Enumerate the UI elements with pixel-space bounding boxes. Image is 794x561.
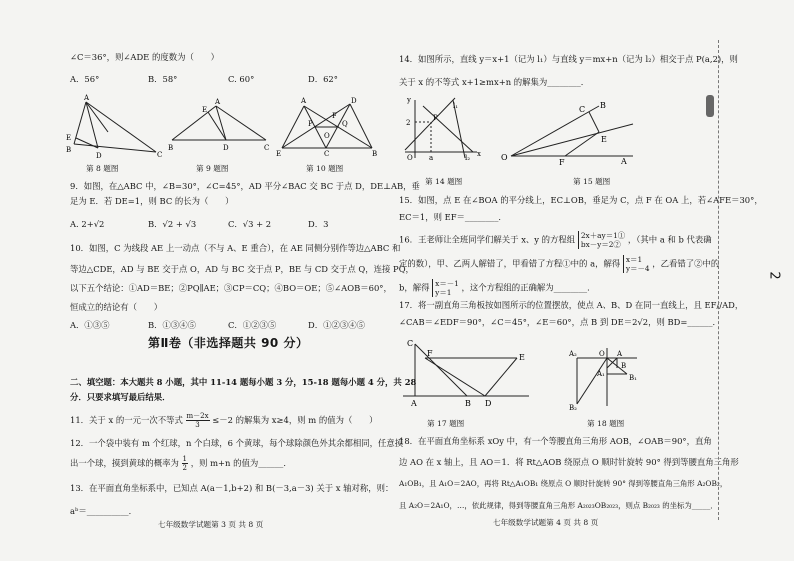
fill-heading-line1: 二、填空题：本大题共 8 小题，其中 11-14 题每小题 3 分，15-18 题每小题 4 分，共 28	[70, 377, 417, 387]
q13-line2: aᵇ＝__________．	[70, 506, 137, 516]
q10-line2: 等边△CDE，AD 与 BE 交于点 O，AD 与 BC 交于点 P，BE 与 CD 交于点 Q，连接 PQ，	[70, 264, 414, 274]
q11-denominator: 3	[195, 421, 200, 429]
fig8-caption: 第 8 题图	[86, 164, 119, 173]
fig10-label-a: A	[301, 97, 307, 105]
q16-line3	[399, 279, 596, 297]
q16-text-3b: ，这个方程组的正确解为________．	[461, 282, 596, 293]
q10-line1: 10．如图，C 为线段 AE 上一动点（不与 A、E 重合），在 AE 同侧分别作等边△ABC 和	[70, 243, 401, 253]
q16-text-3a: b，解得	[399, 282, 430, 293]
q9-line2: 足为 E．若 DE=1，则 BC 的长为（ ）	[70, 196, 234, 206]
q8-option-d: D．62°	[308, 74, 338, 84]
fig14-label-x: x	[477, 150, 481, 158]
right-page	[397, 0, 794, 561]
fig10-label-b: B	[372, 150, 378, 158]
fig14-label-l2: l₂	[465, 154, 471, 162]
page-edge-marker	[706, 95, 714, 117]
q11-fraction	[186, 412, 210, 429]
figure-9-diagram	[170, 100, 270, 152]
fig17-label-a: A	[411, 399, 417, 408]
q16-sol-x: x＝1	[625, 255, 643, 264]
fig15-caption: 第 15 题图	[573, 177, 611, 186]
fig18-caption: 第 18 题图	[587, 419, 625, 428]
fig10-label-o: O	[324, 132, 330, 140]
q16-sol-y: y＝－4	[625, 264, 650, 273]
q16-text-2b: ，乙看错了②中的	[652, 258, 720, 269]
q18-line2: 边 AO 在 x 轴上，且 AO＝1．将 Rt△AOB 绕原点 O 顺时针旋转 90° 得到等腰直角三角形	[399, 457, 739, 467]
q10-option-d: D．①②③④⑤	[308, 320, 365, 330]
fig14-label-l1: l₁	[453, 102, 459, 110]
fig9-label-c: C	[264, 144, 270, 152]
fig18-label-a2: A₂	[569, 350, 577, 358]
fig17-label-b: B	[465, 399, 471, 408]
fig10-label-c: C	[324, 150, 330, 158]
q17-line2: ∠CAB＝∠EDF＝90°，∠C＝45°，∠E＝60°，点 B 到 DE＝2√2，则 BD=______．	[399, 317, 721, 327]
fig10-label-q: Q	[342, 120, 348, 128]
fig18-label-b2: B₂	[569, 404, 577, 412]
q18-line4: 且 A₂O＝2A₁O，…，依此规律，得到等腰直角三角形 A₂₀₂₃OB₂₀₂₃，则点 B₂₀₂₃ 的坐标为_____．	[399, 501, 718, 510]
q18-line1: 18．在平面直角坐标系 xOy 中，有一个等腰直角三角形 AOB，∠OAB＝90°，直角	[399, 436, 712, 446]
q16-text-1a: 16．王老师让全班同学们解关于 x、y 的方程组	[399, 234, 576, 245]
figure-18-diagram	[567, 346, 647, 410]
q9-line1: 9．如图，在△ABC 中，∠B=30°，∠C=45°，AD 平分∠BAC 交 BC 于点 D，DE⊥AB，垂	[70, 181, 420, 191]
fig9-label-e: E	[202, 106, 208, 114]
q8-option-b: B．58°	[148, 74, 178, 84]
binding-cut-line	[718, 40, 719, 520]
fig10-label-p: P	[308, 120, 313, 128]
q10-option-b: B．①③④⑤	[148, 320, 197, 330]
figure-15-diagram	[501, 101, 641, 167]
q9-option-c: C．√3 + 2	[228, 219, 272, 229]
q9-option-a: A. 2+√2	[70, 219, 105, 229]
fig14-label-y: y	[407, 96, 411, 104]
q16-line1	[399, 231, 712, 249]
q16-solution-yi	[432, 279, 459, 297]
figure-14-diagram	[403, 94, 483, 164]
fig14-label-p: P	[433, 114, 438, 122]
q9-option-b: B．√2 + √3	[148, 219, 197, 229]
fig9-label-b: B	[168, 144, 174, 152]
fig8-label-b: B	[66, 146, 72, 154]
q18-line3: A₁OB₁，且 A₁O＝2AO，再将 Rt△A₁OB₁ 绕原点 O 顺时针旋转 90° 得到等腰直角三角形 A₂OB₂，	[399, 479, 728, 488]
fig18-label-b1: B₁	[629, 374, 637, 382]
q16-sol-x2: x＝－1	[435, 279, 459, 288]
fig17-label-d: D	[485, 399, 492, 408]
fig8-label-d: D	[96, 152, 102, 160]
q10-line3: 以下五个结论：①AD＝BE；②PQ∥AE；③CP＝CQ；④BO＝OE；⑤∠AOB＝60°，	[70, 283, 392, 293]
fig15-label-f: F	[559, 158, 565, 167]
fill-heading-line2: 分．只要求填写最后结果．	[70, 392, 171, 402]
q10-line4: 恒成立的结论有（ ）	[70, 302, 163, 312]
q8-option-a: A．56°	[70, 74, 100, 84]
figure-8-diagram	[64, 92, 164, 162]
q11-text-b: ≤－2 的解集为 x≥4，则 m 的值为（ ）	[212, 415, 378, 425]
section-title: 第Ⅱ卷（非选择题共 90 分）	[148, 336, 309, 350]
q11-numerator: m－2x	[186, 412, 209, 420]
fig18-label-o: O	[599, 350, 605, 358]
fig8-label-c: C	[157, 151, 163, 159]
q15-line2: EC＝1，则 EF＝________．	[399, 212, 507, 222]
fig14-label-o: O	[407, 154, 413, 162]
fig14-label-a: a	[429, 154, 434, 162]
q8-option-c: C. 60°	[228, 74, 255, 84]
q12-denominator: 2	[182, 464, 188, 472]
fig9-label-a: A	[215, 98, 221, 106]
fig18-label-a1: A₁	[597, 370, 605, 378]
q13-line1: 13．在平面直角坐标系中，已知点 A(a－1,b+2) 和 B(－3,a－3) 关于 x 轴对称，则：	[70, 483, 394, 493]
fig18-label-a: A	[617, 350, 623, 358]
fig10-label-f: F	[332, 112, 337, 120]
q11-line	[70, 412, 378, 429]
fig17-label-e: E	[519, 353, 525, 362]
q12-line2	[70, 455, 292, 472]
fig10-label-e: E	[276, 150, 282, 158]
fig18-label-b: B	[621, 362, 627, 370]
q8-continuation: ∠C＝36°，则∠ADE 的度数为（ ）	[70, 52, 219, 62]
fig17-caption: 第 17 题图	[427, 419, 465, 428]
q17-line1: 17．将一副直角三角板按如图所示的位置摆放，使点 A、B、D 在同一直线上，且 EF//AD，	[399, 300, 744, 310]
fig15-label-c: C	[579, 105, 586, 114]
fig15-label-e: E	[601, 135, 607, 144]
q10-option-c: C．①②③⑤	[228, 320, 277, 330]
q14-line2: 关于 x 的不等式 x+1≥mx+n 的解集为________．	[399, 77, 590, 87]
fig15-label-o: O	[501, 153, 508, 162]
fig8-label-e: E	[66, 134, 72, 142]
fig14-caption: 第 14 题图	[425, 177, 463, 186]
q15-line1: 15．如图，点 E 在∠BOA 的平分线上，EC⊥OB，垂足为 C，点 F 在 OA 上，若∠AFE＝30°，	[399, 195, 763, 205]
q12-fraction	[182, 455, 188, 472]
fig17-label-c: C	[407, 339, 414, 348]
q12-numerator: 1	[182, 455, 188, 463]
fig17-label-f: F	[427, 349, 433, 358]
right-footer: 七年级数学试题第 4 页 共 8 页	[493, 518, 599, 527]
q16-text-2a: 定的数），甲、乙两人解错了，甲看错了方程①中的 a，解得	[399, 258, 621, 269]
q16-text-1b: ，（其中 a 和 b 代表确	[627, 234, 712, 245]
q12-text-a: 出一个球，摸到黄球的概率为	[70, 458, 179, 468]
q12-text-b: ，则 m+n 的值为______．	[190, 458, 292, 468]
q16-system	[578, 231, 625, 249]
fig15-label-b: B	[600, 101, 606, 110]
fig9-label-d: D	[223, 144, 229, 152]
q12-line1: 12．一个袋中装有 m 个红球，n 个白球，6 个黄球，每个球除颜色外其余都相同，任意摸	[70, 438, 404, 448]
fig10-label-d: D	[351, 97, 357, 105]
fig15-label-a: A	[621, 157, 627, 166]
q16-solution-jia	[623, 255, 650, 273]
q16-sol-y2: y＝1	[435, 288, 452, 297]
q11-text-a: 11．关于 x 的一元一次不等式	[70, 415, 183, 425]
fig14-label-2: 2	[406, 119, 411, 127]
q9-option-d: D．3	[308, 219, 329, 229]
fig8-label-a: A	[84, 94, 90, 102]
figure-17-diagram	[401, 336, 533, 410]
figure-10-diagram	[278, 94, 378, 156]
left-footer: 七年级数学试题第 3 页 共 8 页	[158, 520, 264, 529]
q16-eq2: bx－y＝2②	[580, 240, 621, 249]
q14-line1: 14．如图所示，直线 y＝x+1（记为 l₁）与直线 y＝mx+n（记为 l₂）相交于点 P(a,2)，则	[399, 54, 738, 64]
q10-option-a: A．①③⑤	[70, 320, 110, 330]
q16-eq1: 2x＋ay＝1①	[580, 231, 626, 240]
fig10-caption: 第 10 题图	[306, 164, 344, 173]
q16-line2	[399, 255, 719, 273]
side-page-number: 2	[766, 271, 782, 280]
fig9-caption: 第 9 题图	[196, 164, 229, 173]
